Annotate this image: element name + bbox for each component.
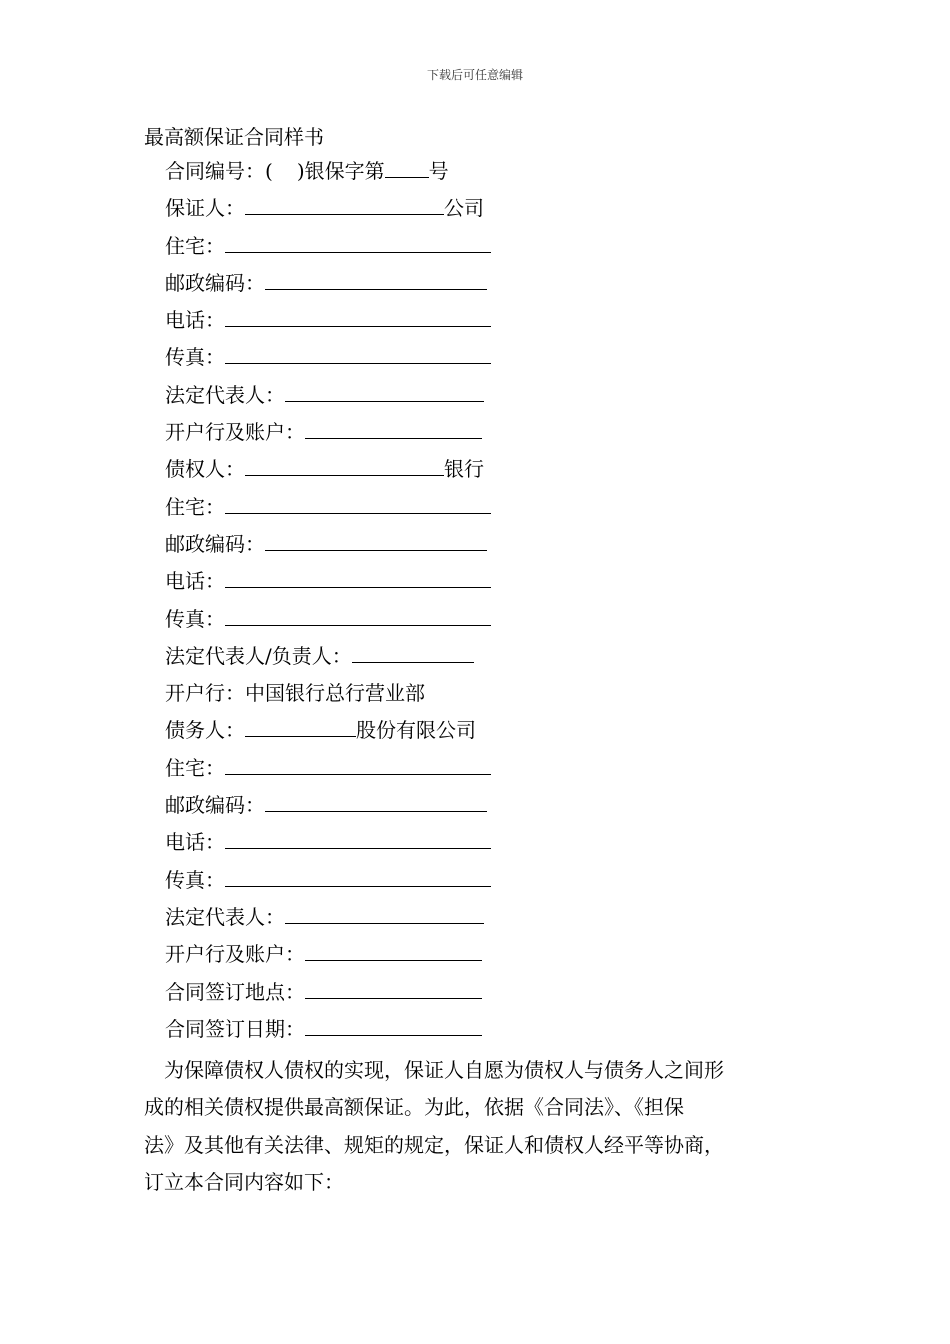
fill-in-blank[interactable] <box>385 157 429 178</box>
field-suffix: 公司 <box>444 196 484 221</box>
fill-in-blank[interactable] <box>225 567 491 588</box>
fill-in-blank[interactable] <box>225 754 491 775</box>
fill-in-blank[interactable] <box>285 903 484 924</box>
field-label: 法定代表人： <box>165 904 285 929</box>
field-debtor <box>165 715 491 752</box>
field-label: 保证人： <box>165 196 245 221</box>
fill-in-blank[interactable] <box>305 940 482 961</box>
field-debtor-phone <box>165 827 491 864</box>
field-label: 传真： <box>165 345 225 370</box>
fill-in-blank[interactable] <box>225 493 491 514</box>
field-signing-place <box>165 977 491 1014</box>
field-guarantor-address <box>165 231 491 268</box>
fill-in-blank[interactable] <box>225 605 491 626</box>
field-label: 合同编号：( <box>165 159 273 183</box>
fill-in-blank[interactable] <box>225 306 491 327</box>
field-label: 邮政编码： <box>165 270 265 295</box>
field-debtor-legal-rep <box>165 902 491 939</box>
field-signing-date <box>165 1014 491 1051</box>
fill-in-blank[interactable] <box>305 978 482 999</box>
field-label: 电话： <box>165 569 225 594</box>
fill-in-blank[interactable] <box>245 194 444 215</box>
field-guarantor-phone <box>165 305 491 342</box>
field-suffix: 股份有限公司 <box>356 718 476 743</box>
preamble-paragraph <box>144 1052 812 1201</box>
field-creditor-phone <box>165 566 491 603</box>
paragraph-line: 成的相关债权提供最高额保证。为此，依据《合同法》、《担保 <box>144 1095 684 1120</box>
fill-in-blank[interactable] <box>265 269 487 290</box>
field-label: 电话： <box>165 830 225 855</box>
fill-in-blank[interactable] <box>265 791 487 812</box>
blank-space <box>273 158 297 178</box>
fill-in-blank[interactable] <box>245 455 444 476</box>
field-label: 债务人： <box>165 718 245 743</box>
field-label: 开户行：中国银行总行营业部 <box>165 681 425 706</box>
fill-in-blank[interactable] <box>305 1015 482 1036</box>
field-label: 邮政编码： <box>165 793 265 818</box>
field-creditor-postcode <box>165 529 491 566</box>
field-label: 电话： <box>165 308 225 333</box>
field-label: 合同签订地点： <box>165 979 305 1004</box>
field-guarantor <box>165 193 491 230</box>
field-creditor-legal-rep <box>165 641 491 678</box>
fill-in-blank[interactable] <box>285 381 484 402</box>
field-creditor-address <box>165 492 491 529</box>
field-label: )银保字第 <box>296 159 385 183</box>
fill-in-blank[interactable] <box>225 828 491 849</box>
field-label: 传真： <box>165 867 225 892</box>
field-label: 开户行及账户： <box>165 420 305 445</box>
paragraph-line: 为保障债权人债权的实现，保证人自愿为债权人与债务人之间形 <box>164 1058 724 1082</box>
fill-in-blank[interactable] <box>245 716 356 737</box>
field-label: 住宅： <box>165 755 225 780</box>
field-creditor-bank <box>165 678 491 715</box>
field-debtor-postcode <box>165 790 491 827</box>
field-label: 开户行及账户： <box>165 942 305 967</box>
fill-in-blank[interactable] <box>225 343 491 364</box>
field-debtor-fax <box>165 865 491 902</box>
fill-in-blank[interactable] <box>225 866 491 887</box>
field-creditor-fax <box>165 604 491 641</box>
fill-in-blank[interactable] <box>225 232 491 253</box>
document-title: 最高额保证合同样书 <box>144 125 324 149</box>
field-label: 法定代表人： <box>165 382 285 407</box>
field-label: 号 <box>428 159 449 183</box>
field-debtor-bank-account <box>165 939 491 976</box>
field-guarantor-fax <box>165 342 491 379</box>
field-creditor <box>165 454 491 491</box>
field-guarantor-postcode <box>165 268 491 305</box>
paragraph-line: 法》及其他有关法律、规矩的规定，保证人和债权人经平等协商， <box>144 1132 724 1157</box>
field-label: 住宅： <box>165 233 225 258</box>
page-header: 下载后可任意编辑 <box>426 68 523 82</box>
field-label: 邮政编码： <box>165 531 265 556</box>
field-contract-number <box>165 156 491 193</box>
field-guarantor-legal-rep <box>165 380 491 417</box>
field-guarantor-bank-account <box>165 417 491 454</box>
field-label: 合同签订日期： <box>165 1016 305 1041</box>
paragraph-line: 订立本合同内容如下： <box>144 1169 344 1194</box>
field-debtor-address <box>165 753 491 790</box>
field-label: 法定代表人/负责人： <box>165 643 352 668</box>
fill-in-blank[interactable] <box>265 530 487 551</box>
field-label: 住宅： <box>165 494 225 519</box>
party-fields <box>165 156 491 1051</box>
field-suffix: 银行 <box>444 457 484 482</box>
field-label: 传真： <box>165 606 225 631</box>
fill-in-blank[interactable] <box>352 642 474 663</box>
fill-in-blank[interactable] <box>305 418 482 439</box>
field-label: 债权人： <box>165 457 245 482</box>
